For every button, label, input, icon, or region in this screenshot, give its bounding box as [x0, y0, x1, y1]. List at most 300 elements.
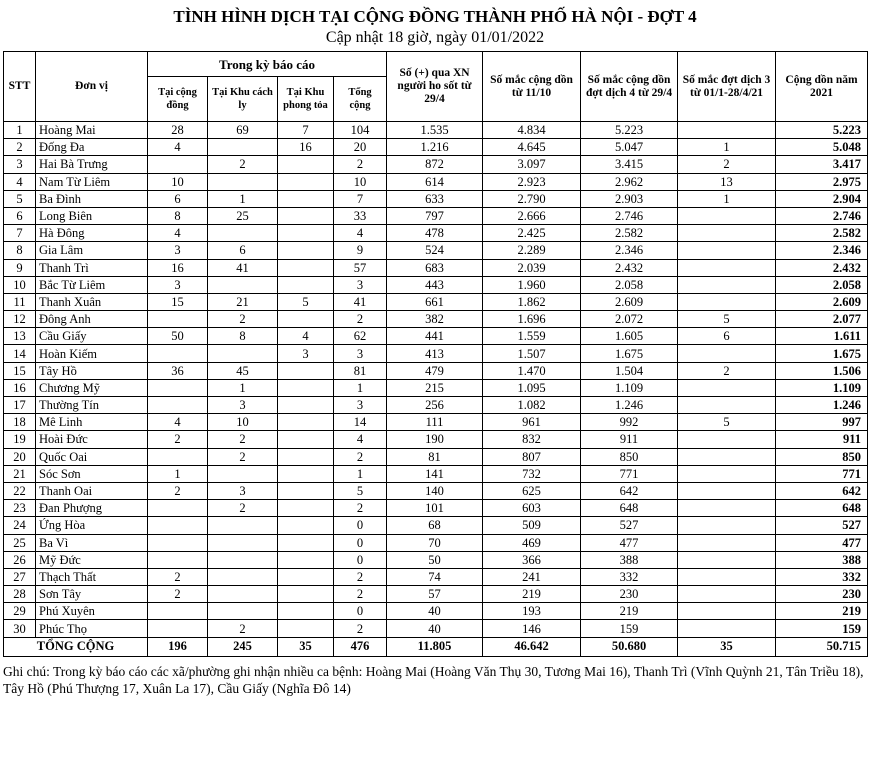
cell-stt: 15 [4, 362, 36, 379]
cell-lockdown [278, 517, 334, 534]
cell-unit: Sóc Sơn [36, 465, 148, 482]
cell-lockdown [278, 207, 334, 224]
header-lockdown: Tại Khu phong tỏa [278, 77, 334, 122]
total-row [4, 637, 868, 656]
cell-positive: 382 [387, 311, 483, 328]
cell-year-2021: 911 [776, 431, 868, 448]
cell-stt: 10 [4, 276, 36, 293]
cell-positive: 661 [387, 293, 483, 310]
cell-subtotal: 5 [334, 482, 387, 499]
cell-wave3 [678, 397, 776, 414]
cell-wave4: 388 [581, 551, 678, 568]
cell-community: 3 [148, 242, 208, 259]
cell-subtotal: 0 [334, 534, 387, 551]
cell-positive: 1.535 [387, 122, 483, 139]
cell-since-1110: 3.097 [483, 156, 581, 173]
cell-since-1110: 732 [483, 465, 581, 482]
cell-lockdown [278, 500, 334, 517]
cell-unit: Sơn Tây [36, 586, 148, 603]
cell-wave3 [678, 122, 776, 139]
cell-year-2021: 2.975 [776, 173, 868, 190]
cell-isolation [208, 139, 278, 156]
cell-wave3: 5 [678, 414, 776, 431]
cell-community: 3 [148, 276, 208, 293]
cell-lockdown [278, 431, 334, 448]
cell-subtotal: 4 [334, 431, 387, 448]
cell-positive: 70 [387, 534, 483, 551]
cell-isolation: 1 [208, 190, 278, 207]
table-row [4, 207, 868, 224]
total-positive: 11.805 [387, 637, 483, 656]
cell-unit: Ba Đình [36, 190, 148, 207]
cell-positive: 50 [387, 551, 483, 568]
cell-community [148, 397, 208, 414]
cell-subtotal: 2 [334, 620, 387, 637]
cell-stt: 1 [4, 122, 36, 139]
total-community: 196 [148, 637, 208, 656]
cell-year-2021: 1.611 [776, 328, 868, 345]
cell-positive: 524 [387, 242, 483, 259]
cell-wave4: 992 [581, 414, 678, 431]
total-year-2021: 50.715 [776, 637, 868, 656]
cell-wave3: 6 [678, 328, 776, 345]
cell-unit: Hoàng Mai [36, 122, 148, 139]
cell-wave3 [678, 379, 776, 396]
cell-isolation: 1 [208, 379, 278, 396]
cell-wave4: 5.223 [581, 122, 678, 139]
cell-lockdown [278, 190, 334, 207]
cell-wave3 [678, 568, 776, 585]
cell-since-1110: 603 [483, 500, 581, 517]
cell-positive: 1.216 [387, 139, 483, 156]
cell-unit: Chương Mỹ [36, 379, 148, 396]
cell-since-1110: 1.559 [483, 328, 581, 345]
cell-community [148, 603, 208, 620]
cell-unit: Gia Lâm [36, 242, 148, 259]
cell-subtotal: 3 [334, 276, 387, 293]
cell-positive: 614 [387, 173, 483, 190]
cell-isolation [208, 551, 278, 568]
cell-isolation [208, 603, 278, 620]
total-subtotal: 476 [334, 637, 387, 656]
table-row [4, 465, 868, 482]
cell-positive: 140 [387, 482, 483, 499]
cell-wave3: 13 [678, 173, 776, 190]
cell-subtotal: 57 [334, 259, 387, 276]
cell-unit: Phú Xuyên [36, 603, 148, 620]
table-row [4, 276, 868, 293]
cell-stt: 5 [4, 190, 36, 207]
cell-subtotal: 2 [334, 500, 387, 517]
cell-isolation: 2 [208, 156, 278, 173]
cell-wave4: 2.746 [581, 207, 678, 224]
cell-subtotal: 1 [334, 379, 387, 396]
table-row [4, 620, 868, 637]
cell-unit: Long Biên [36, 207, 148, 224]
header-year-2021: Cộng dồn năm 2021 [776, 52, 868, 122]
header-isolation: Tại Khu cách ly [208, 77, 278, 122]
cell-community [148, 551, 208, 568]
header-wave3: Số mắc đợt dịch 3 từ 01/1-28/4/21 [678, 52, 776, 122]
cell-isolation: 3 [208, 397, 278, 414]
cell-since-1110: 2.039 [483, 259, 581, 276]
cell-since-1110: 2.790 [483, 190, 581, 207]
cell-community: 36 [148, 362, 208, 379]
cell-unit: Thường Tín [36, 397, 148, 414]
cell-year-2021: 1.675 [776, 345, 868, 362]
cell-subtotal: 1 [334, 465, 387, 482]
cell-lockdown: 5 [278, 293, 334, 310]
cell-wave3 [678, 603, 776, 620]
cell-year-2021: 2.058 [776, 276, 868, 293]
cell-year-2021: 1.109 [776, 379, 868, 396]
cell-year-2021: 1.506 [776, 362, 868, 379]
cell-positive: 633 [387, 190, 483, 207]
cell-stt: 17 [4, 397, 36, 414]
cell-wave4: 1.504 [581, 362, 678, 379]
cell-community [148, 534, 208, 551]
cell-year-2021: 2.077 [776, 311, 868, 328]
cell-isolation: 10 [208, 414, 278, 431]
cell-since-1110: 807 [483, 448, 581, 465]
cell-community: 2 [148, 568, 208, 585]
cell-positive: 478 [387, 225, 483, 242]
header-since-1110: Số mắc cộng dồn từ 11/10 [483, 52, 581, 122]
table-body [4, 122, 868, 638]
cell-since-1110: 193 [483, 603, 581, 620]
cell-since-1110: 1.960 [483, 276, 581, 293]
cell-wave3: 1 [678, 190, 776, 207]
cell-positive: 81 [387, 448, 483, 465]
table-row [4, 345, 868, 362]
cell-lockdown [278, 259, 334, 276]
cell-wave4: 1.605 [581, 328, 678, 345]
table-row [4, 362, 868, 379]
cell-unit: Hà Đông [36, 225, 148, 242]
cell-community [148, 517, 208, 534]
cell-lockdown [278, 568, 334, 585]
page-subtitle: Cập nhật 18 giờ, ngày 01/01/2022 [325, 29, 545, 46]
cell-subtotal: 20 [334, 139, 387, 156]
cell-unit: Mỹ Đức [36, 551, 148, 568]
cell-stt: 14 [4, 345, 36, 362]
cell-lockdown: 16 [278, 139, 334, 156]
cell-lockdown: 4 [278, 328, 334, 345]
cell-wave4: 2.609 [581, 293, 678, 310]
cell-year-2021: 2.904 [776, 190, 868, 207]
cell-subtotal: 41 [334, 293, 387, 310]
table-row [4, 173, 868, 190]
header-wave4: Số mắc cộng dồn đợt dịch 4 từ 29/4 [581, 52, 678, 122]
cell-lockdown [278, 620, 334, 637]
cell-since-1110: 2.666 [483, 207, 581, 224]
cell-wave4: 5.047 [581, 139, 678, 156]
cell-subtotal: 104 [334, 122, 387, 139]
cell-community: 50 [148, 328, 208, 345]
cell-community: 6 [148, 190, 208, 207]
cell-isolation: 2 [208, 500, 278, 517]
cell-subtotal: 81 [334, 362, 387, 379]
cell-wave4: 527 [581, 517, 678, 534]
cell-community: 8 [148, 207, 208, 224]
cell-lockdown [278, 603, 334, 620]
cell-subtotal: 2 [334, 156, 387, 173]
table-row [4, 603, 868, 620]
cell-wave3 [678, 620, 776, 637]
cell-isolation: 2 [208, 620, 278, 637]
cell-since-1110: 1.507 [483, 345, 581, 362]
cell-isolation: 25 [208, 207, 278, 224]
cell-subtotal: 0 [334, 517, 387, 534]
cell-isolation [208, 586, 278, 603]
cell-year-2021: 3.417 [776, 156, 868, 173]
cell-unit: Thạch Thất [36, 568, 148, 585]
cell-lockdown [278, 225, 334, 242]
cell-subtotal: 4 [334, 225, 387, 242]
cell-subtotal: 3 [334, 397, 387, 414]
cell-stt: 20 [4, 448, 36, 465]
cell-wave3: 5 [678, 311, 776, 328]
cell-lockdown [278, 414, 334, 431]
cell-year-2021: 527 [776, 517, 868, 534]
cell-subtotal: 3 [334, 345, 387, 362]
footnote: Ghi chú: Trong kỳ báo cáo các xã/phường ghi nhận nhiều ca bệnh: Hoàng Mai (Hoàng Văn Thụ 30, Tương Mai 16), Thanh Trì (Vĩnh Quỳnh 21, Tân Triều 18), Tây Hồ (Phú Thượng 17, Xuân La 17), Cầu Giấy (Nghĩa Đô 14) [3, 663, 864, 696]
cell-lockdown [278, 397, 334, 414]
cell-subtotal: 0 [334, 603, 387, 620]
cell-wave4: 2.903 [581, 190, 678, 207]
table-row [4, 551, 868, 568]
cell-wave3 [678, 465, 776, 482]
header-report-period: Trong kỳ báo cáo [148, 52, 387, 77]
cell-stt: 3 [4, 156, 36, 173]
cell-wave4: 642 [581, 482, 678, 499]
cell-since-1110: 146 [483, 620, 581, 637]
cell-stt: 8 [4, 242, 36, 259]
cell-community: 2 [148, 482, 208, 499]
cell-unit: Thanh Oai [36, 482, 148, 499]
cell-stt: 18 [4, 414, 36, 431]
cell-wave3 [678, 207, 776, 224]
cell-unit: Đông Anh [36, 311, 148, 328]
cell-community: 4 [148, 139, 208, 156]
table-row [4, 517, 868, 534]
cell-unit: Phúc Thọ [36, 620, 148, 637]
table-row [4, 311, 868, 328]
cell-positive: 215 [387, 379, 483, 396]
cell-stt: 7 [4, 225, 36, 242]
cell-community: 4 [148, 225, 208, 242]
cell-wave3 [678, 242, 776, 259]
cell-subtotal: 62 [334, 328, 387, 345]
cell-since-1110: 1.082 [483, 397, 581, 414]
cell-since-1110: 366 [483, 551, 581, 568]
cell-unit: Ứng Hòa [36, 517, 148, 534]
cell-positive: 479 [387, 362, 483, 379]
cell-community: 2 [148, 586, 208, 603]
cell-wave3 [678, 482, 776, 499]
cell-isolation [208, 517, 278, 534]
header-community: Tại cộng đồng [148, 77, 208, 122]
cell-year-2021: 5.048 [776, 139, 868, 156]
cell-wave3 [678, 551, 776, 568]
cell-unit: Hoài Đức [36, 431, 148, 448]
cell-community [148, 311, 208, 328]
cell-subtotal: 33 [334, 207, 387, 224]
cell-stt: 9 [4, 259, 36, 276]
cell-year-2021: 219 [776, 603, 868, 620]
cell-since-1110: 961 [483, 414, 581, 431]
cell-wave3 [678, 431, 776, 448]
cell-unit: Cầu Giấy [36, 328, 148, 345]
cell-stt: 23 [4, 500, 36, 517]
cell-year-2021: 230 [776, 586, 868, 603]
cell-lockdown [278, 534, 334, 551]
cell-year-2021: 5.223 [776, 122, 868, 139]
cell-stt: 28 [4, 586, 36, 603]
table-row [4, 414, 868, 431]
cell-lockdown [278, 276, 334, 293]
cell-positive: 443 [387, 276, 483, 293]
cell-wave3 [678, 586, 776, 603]
cell-since-1110: 4.834 [483, 122, 581, 139]
cell-community: 15 [148, 293, 208, 310]
cell-isolation: 2 [208, 431, 278, 448]
cell-subtotal: 0 [334, 551, 387, 568]
cell-unit: Thanh Trì [36, 259, 148, 276]
cell-lockdown [278, 379, 334, 396]
cell-lockdown [278, 586, 334, 603]
table-row [4, 431, 868, 448]
cell-year-2021: 388 [776, 551, 868, 568]
cell-positive: 40 [387, 620, 483, 637]
cell-isolation [208, 276, 278, 293]
cell-lockdown [278, 173, 334, 190]
cell-stt: 16 [4, 379, 36, 396]
cell-since-1110: 2.425 [483, 225, 581, 242]
table-row [4, 293, 868, 310]
cell-community [148, 156, 208, 173]
cell-since-1110: 1.095 [483, 379, 581, 396]
cell-stt: 30 [4, 620, 36, 637]
cell-isolation [208, 465, 278, 482]
cell-since-1110: 832 [483, 431, 581, 448]
cell-since-1110: 2.923 [483, 173, 581, 190]
table-row [4, 328, 868, 345]
cell-wave4: 2.962 [581, 173, 678, 190]
cell-year-2021: 2.746 [776, 207, 868, 224]
cell-isolation: 6 [208, 242, 278, 259]
cell-subtotal: 9 [334, 242, 387, 259]
cell-lockdown: 3 [278, 345, 334, 362]
cell-positive: 190 [387, 431, 483, 448]
cell-since-1110: 625 [483, 482, 581, 499]
cell-wave4: 477 [581, 534, 678, 551]
cell-lockdown [278, 465, 334, 482]
cell-positive: 441 [387, 328, 483, 345]
cell-isolation: 45 [208, 362, 278, 379]
cell-since-1110: 509 [483, 517, 581, 534]
cell-positive: 101 [387, 500, 483, 517]
cell-wave3: 2 [678, 362, 776, 379]
cell-positive: 40 [387, 603, 483, 620]
cell-wave4: 230 [581, 586, 678, 603]
cell-wave4: 648 [581, 500, 678, 517]
cell-wave4: 332 [581, 568, 678, 585]
cell-subtotal: 7 [334, 190, 387, 207]
cell-subtotal: 2 [334, 448, 387, 465]
cell-stt: 27 [4, 568, 36, 585]
cell-positive: 141 [387, 465, 483, 482]
cell-since-1110: 4.645 [483, 139, 581, 156]
table-row [4, 190, 868, 207]
cell-wave4: 771 [581, 465, 678, 482]
cell-since-1110: 1.862 [483, 293, 581, 310]
cell-community [148, 379, 208, 396]
table-row [4, 568, 868, 585]
table-row [4, 139, 868, 156]
cell-isolation [208, 345, 278, 362]
cell-wave3 [678, 500, 776, 517]
cell-wave3: 2 [678, 156, 776, 173]
cell-since-1110: 219 [483, 586, 581, 603]
cell-wave3 [678, 293, 776, 310]
cell-isolation [208, 173, 278, 190]
cell-positive: 413 [387, 345, 483, 362]
cell-isolation [208, 225, 278, 242]
cell-year-2021: 1.246 [776, 397, 868, 414]
cell-stt: 29 [4, 603, 36, 620]
table-row [4, 242, 868, 259]
cell-wave4: 2.072 [581, 311, 678, 328]
cell-community: 4 [148, 414, 208, 431]
table-row [4, 379, 868, 396]
cell-year-2021: 2.346 [776, 242, 868, 259]
cell-stt: 6 [4, 207, 36, 224]
cell-wave3 [678, 448, 776, 465]
cell-wave4: 2.432 [581, 259, 678, 276]
cell-positive: 256 [387, 397, 483, 414]
cell-lockdown [278, 311, 334, 328]
cell-stt: 13 [4, 328, 36, 345]
cell-isolation: 2 [208, 448, 278, 465]
cell-subtotal: 2 [334, 568, 387, 585]
cell-since-1110: 469 [483, 534, 581, 551]
cell-wave3: 1 [678, 139, 776, 156]
cell-wave4: 911 [581, 431, 678, 448]
cell-community [148, 448, 208, 465]
cell-isolation: 21 [208, 293, 278, 310]
cell-unit: Hai Bà Trưng [36, 156, 148, 173]
page-title: TÌNH HÌNH DỊCH TẠI CỘNG ĐỒNG THÀNH PHỐ HÀ NỘI - ĐỢT 4 [173, 7, 697, 26]
cell-wave4: 159 [581, 620, 678, 637]
cell-stt: 22 [4, 482, 36, 499]
cell-stt: 24 [4, 517, 36, 534]
table-row [4, 500, 868, 517]
cell-since-1110: 1.470 [483, 362, 581, 379]
cell-wave4: 850 [581, 448, 678, 465]
cell-year-2021: 648 [776, 500, 868, 517]
cell-lockdown [278, 242, 334, 259]
cell-wave4: 1.109 [581, 379, 678, 396]
cell-subtotal: 2 [334, 586, 387, 603]
cell-stt: 25 [4, 534, 36, 551]
cell-lockdown: 7 [278, 122, 334, 139]
cell-wave3 [678, 225, 776, 242]
cell-isolation [208, 534, 278, 551]
cell-community [148, 620, 208, 637]
cell-isolation: 2 [208, 311, 278, 328]
cell-positive: 111 [387, 414, 483, 431]
